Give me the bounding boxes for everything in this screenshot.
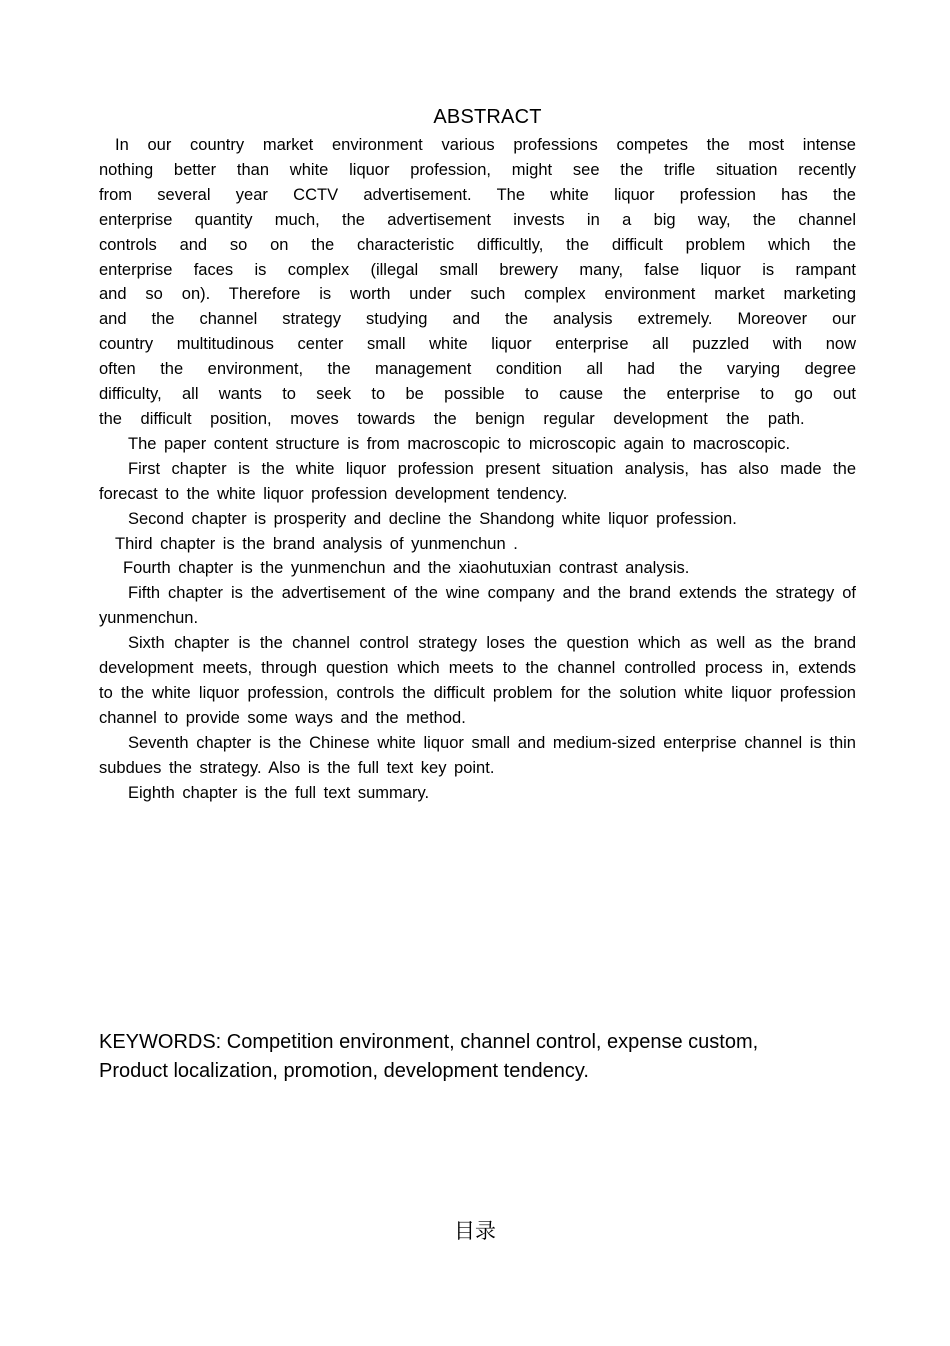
abstract-paragraph: Sixth chapter is the channel control strategy loses the question which as well as the brand development meets, through question which meets to the channel controlled process in, extends to the white liquor profession, controls the difficult problem for the solution white liquor profession channel to provide some ways and the method. bbox=[99, 634, 856, 727]
keywords-line: KEYWORDS: Competition environment, channel control, expense custom, bbox=[99, 1031, 759, 1053]
abstract-paragraph: Fourth chapter is the yunmenchun and the xiaohutuxian contrast analysis. bbox=[123, 559, 690, 578]
abstract-paragraph: Second chapter is prosperity and decline the Shandong white liquor profession. bbox=[128, 509, 737, 528]
abstract-paragraph: The paper content structure is from macroscopic to microscopic again to macroscopic. bbox=[128, 434, 791, 453]
keywords-line: Product localization, promotion, development tendency. bbox=[99, 1060, 589, 1082]
abstract-body bbox=[99, 133, 856, 805]
table-of-contents-heading: 目录 bbox=[454, 1219, 496, 1243]
abstract-paragraph: In our country market environment various professions competes the most intense nothing better than white liquor profession, might see the trifle situation recently from several year CCTV advertisement. The white liquor profession has the enterprise quantity much, the advertisement invests in a big way, the channel controls and so on the characteristic difficultly, the difficult problem which the enterprise faces is complex (illegal small brewery many, false liquor is rampant and so on). Therefore is worth under such complex environment market marketing and the channel strategy studying and the analysis extremely. Moreover our country multitudinous center small white liquor enterprise all puzzled with now often the environment, the management condition all had the varying degree difficulty, all wants to seek to be possible to cause the enterprise to go out the difficult position, moves towards the benign regular development the path. bbox=[99, 136, 856, 428]
abstract-paragraph: First chapter is the white liquor profession present situation analysis, has also made the forecast to the white liquor profession development tendency. bbox=[99, 459, 856, 503]
keywords-block bbox=[99, 1028, 859, 1086]
abstract-paragraph: Third chapter is the brand analysis of yunmenchun . bbox=[115, 534, 518, 553]
abstract-title: ABSTRACT bbox=[433, 106, 542, 128]
abstract-paragraph: Fifth chapter is the advertisement of the wine company and the brand extends the strategy of yunmenchun. bbox=[99, 584, 856, 628]
abstract-paragraph: Seventh chapter is the Chinese white liquor small and medium-sized enterprise channel is thin subdues the strategy. Also is the full text key point. bbox=[99, 733, 856, 777]
abstract-paragraph: Eighth chapter is the full text summary. bbox=[128, 783, 430, 802]
